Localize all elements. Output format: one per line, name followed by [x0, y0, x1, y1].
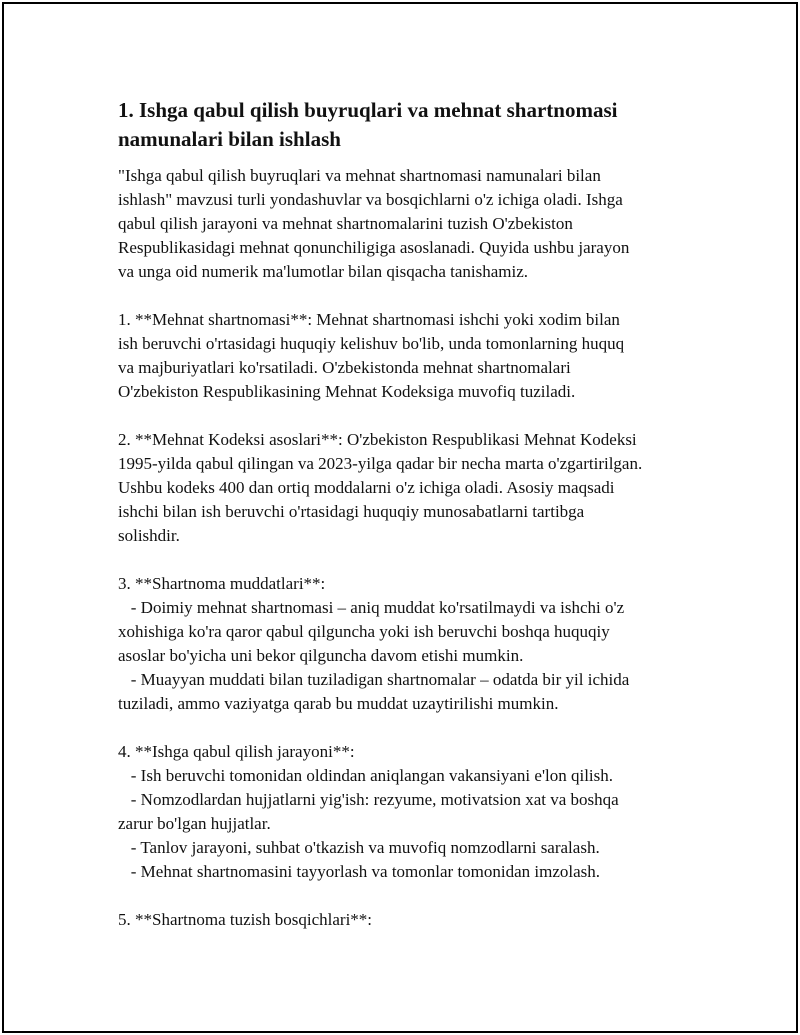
item-5-paragraph	[118, 908, 718, 932]
text-line: - Mehnat shartnomasini tayyorlash va tomonlar tomonidan imzolash.	[118, 862, 601, 881]
text-line: - Tanlov jarayoni, suhbat o'tkazish va muvofiq nomzodlarni saralash.	[118, 838, 600, 857]
text-line: 3. **Shartnoma muddatlari**:	[118, 574, 326, 593]
text-line: - Doimiy mehnat shartnomasi – aniq muddat ko'rsatilmaydi va ishchi o'z	[118, 598, 625, 617]
item-4-paragraph	[118, 740, 718, 884]
text-line: ishchi bilan ish beruvchi o'rtasidagi huquqiy munosabatlarni tartibga	[118, 502, 585, 521]
item-2-paragraph	[118, 428, 718, 548]
text-line: solishdir.	[118, 526, 180, 545]
heading-line: namunalari bilan ishlash	[118, 127, 341, 151]
item-1-paragraph	[118, 308, 718, 404]
text-line: 1. **Mehnat shartnomasi**: Mehnat shartnomasi ishchi yoki xodim bilan	[118, 310, 620, 329]
text-line: 1995-yilda qabul qilingan va 2023-yilga qadar bir necha marta o'zgartirilgan.	[118, 454, 643, 473]
text-line: - Nomzodlardan hujjatlarni yig'ish: rezyume, motivatsion xat va boshqa	[118, 790, 619, 809]
text-line: asoslar bo'yicha uni bekor qilguncha davom etishi mumkin.	[118, 646, 524, 665]
text-line: tuziladi, ammo vaziyatga qarab bu muddat uzaytirilishi mumkin.	[118, 694, 559, 713]
text-line: ish beruvchi o'rtasidagi huquqiy kelishuv bo'lib, unda tomonlarning huquq	[118, 334, 625, 353]
text-line: va unga oid numerik ma'lumotlar bilan qisqacha tanishamiz.	[118, 262, 529, 281]
text-line: "Ishga qabul qilish buyruqlari va mehnat shartnomasi namunalari bilan	[118, 166, 601, 185]
text-line: - Ish beruvchi tomonidan oldindan aniqlangan vakansiyani e'lon qilish.	[118, 766, 614, 785]
text-line: Ushbu kodeks 400 dan ortiq moddalarni o'z ichiga oladi. Asosiy maqsadi	[118, 478, 615, 497]
text-line: va majburiyatlari ko'rsatiladi. O'zbekistonda mehnat shartnomalari	[118, 358, 571, 377]
text-line: zarur bo'lgan hujjatlar.	[118, 814, 271, 833]
document-body	[118, 96, 718, 956]
text-line: ishlash" mavzusi turli yondashuvlar va bosqichlarni o'z ichiga oladi. Ishga	[118, 190, 623, 209]
section-heading	[118, 96, 718, 154]
text-line: - Muayyan muddati bilan tuziladigan shartnomalar – odatda bir yil ichida	[118, 670, 630, 689]
heading-line: 1. Ishga qabul qilish buyruqlari va mehnat shartnomasi	[118, 98, 618, 122]
text-line: 4. **Ishga qabul qilish jarayoni**:	[118, 742, 355, 761]
text-line: 5. **Shartnoma tuzish bosqichlari**:	[118, 910, 373, 929]
item-3-paragraph	[118, 572, 718, 716]
text-line: xohishiga ko'ra qaror qabul qilguncha yoki ish beruvchi boshqa huquqiy	[118, 622, 610, 641]
text-line: O'zbekiston Respublikasining Mehnat Kodeksiga muvofiq tuziladi.	[118, 382, 576, 401]
text-line: qabul qilish jarayoni va mehnat shartnomalarini tuzish O'zbekiston	[118, 214, 573, 233]
text-line: Respublikasidagi mehnat qonunchiligiga asoslanadi. Quyida ushbu jarayon	[118, 238, 630, 257]
text-line: 2. **Mehnat Kodeksi asoslari**: O'zbekiston Respublikasi Mehnat Kodeksi	[118, 430, 637, 449]
intro-paragraph	[118, 164, 718, 284]
